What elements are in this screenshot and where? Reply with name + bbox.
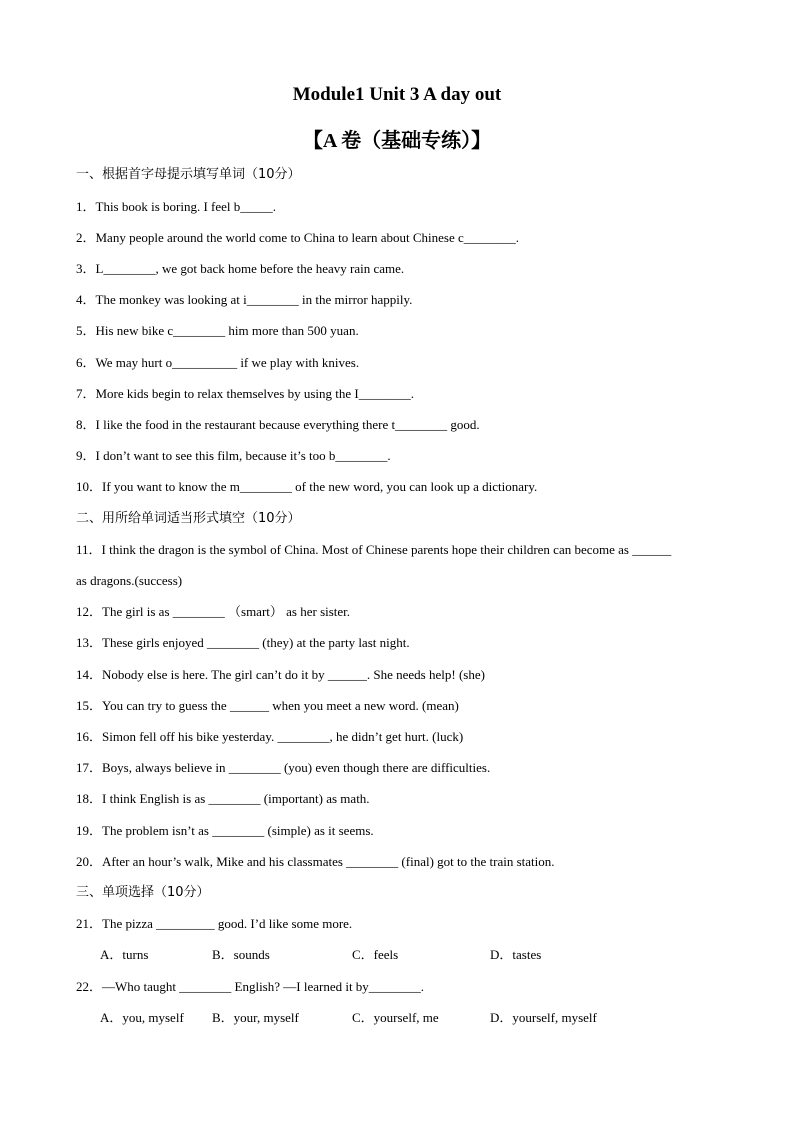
question-item: 12．The girl is as ________ （smart） as her sister.	[76, 604, 351, 619]
question-item: 4．The monkey was looking at i________ in the mirror happily.	[76, 292, 413, 307]
question-item: 2．Many people around the world come to China to learn about Chinese c________.	[76, 230, 519, 245]
question-item: 5．His new bike c________ him more than 500 yuan.	[76, 323, 359, 338]
question-item: 8．I like the food in the restaurant because everything there t________ good.	[76, 417, 480, 432]
question-item: 1．This book is boring. I feel b_____.	[76, 199, 277, 214]
choice-d: D．tastes	[490, 947, 542, 962]
question-item: 6．We may hurt o__________ if we play with knives.	[76, 355, 360, 370]
section-heading-3: 三、单项选择（10分）	[76, 885, 210, 900]
question-item: 11．I think the dragon is the symbol of China. Most of Chinese parents hope their children can become as ______	[76, 542, 672, 557]
choice-b: B．your, myself	[212, 1010, 299, 1025]
question-item: 22．—Who taught ________ English? —I learned it by________.	[76, 979, 425, 994]
question-item: 16．Simon fell off his bike yesterday. ________, he didn’t get hurt. (luck)	[76, 729, 464, 744]
question-item: 20．After an hour’s walk, Mike and his classmates ________ (final) got to the train station.	[76, 854, 555, 869]
question-item: 15．You can try to guess the ______ when you meet a new word. (mean)	[76, 698, 459, 713]
question-item: 7．More kids begin to relax themselves by using the I________.	[76, 386, 414, 401]
question-item: 9．I don’t want to see this film, because it’s too b________.	[76, 448, 391, 463]
page-title: Module1 Unit 3 A day out	[292, 84, 502, 105]
question-item: 21．The pizza _________ good. I’d like some more.	[76, 916, 353, 931]
choice-a: A．you, myself	[100, 1010, 184, 1025]
question-item: 10．If you want to know the m________ of the new word, you can look up a dictionary.	[76, 479, 538, 494]
question-item: 19．The problem isn’t as ________ (simple) as it seems.	[76, 823, 374, 838]
choice-a: A．turns	[100, 947, 149, 962]
question-item: 14．Nobody else is here. The girl can’t do it by ______. She needs help! (she)	[76, 667, 485, 682]
choice-d: D．yourself, myself	[490, 1010, 597, 1025]
question-item: 18．I think English is as ________ (important) as math.	[76, 791, 370, 806]
question-continuation: as dragons.(success)	[76, 573, 183, 588]
choice-c: C．feels	[352, 947, 399, 962]
choice-b: B．sounds	[212, 947, 270, 962]
section-heading-2: 二、用所给单词适当形式填空（10分）	[76, 511, 301, 526]
choice-c: C．yourself, me	[352, 1010, 439, 1025]
page-subtitle: 【A 卷（基础专练）】	[302, 130, 492, 152]
question-item: 13．These girls enjoyed ________ (they) at the party last night.	[76, 635, 410, 650]
question-item: 17．Boys, always believe in ________ (you) even though there are difficulties.	[76, 760, 491, 775]
section-heading-1: 一、根据首字母提示填写单词（10分）	[76, 167, 301, 182]
question-item: 3．L________, we got back home before the heavy rain came.	[76, 261, 405, 276]
